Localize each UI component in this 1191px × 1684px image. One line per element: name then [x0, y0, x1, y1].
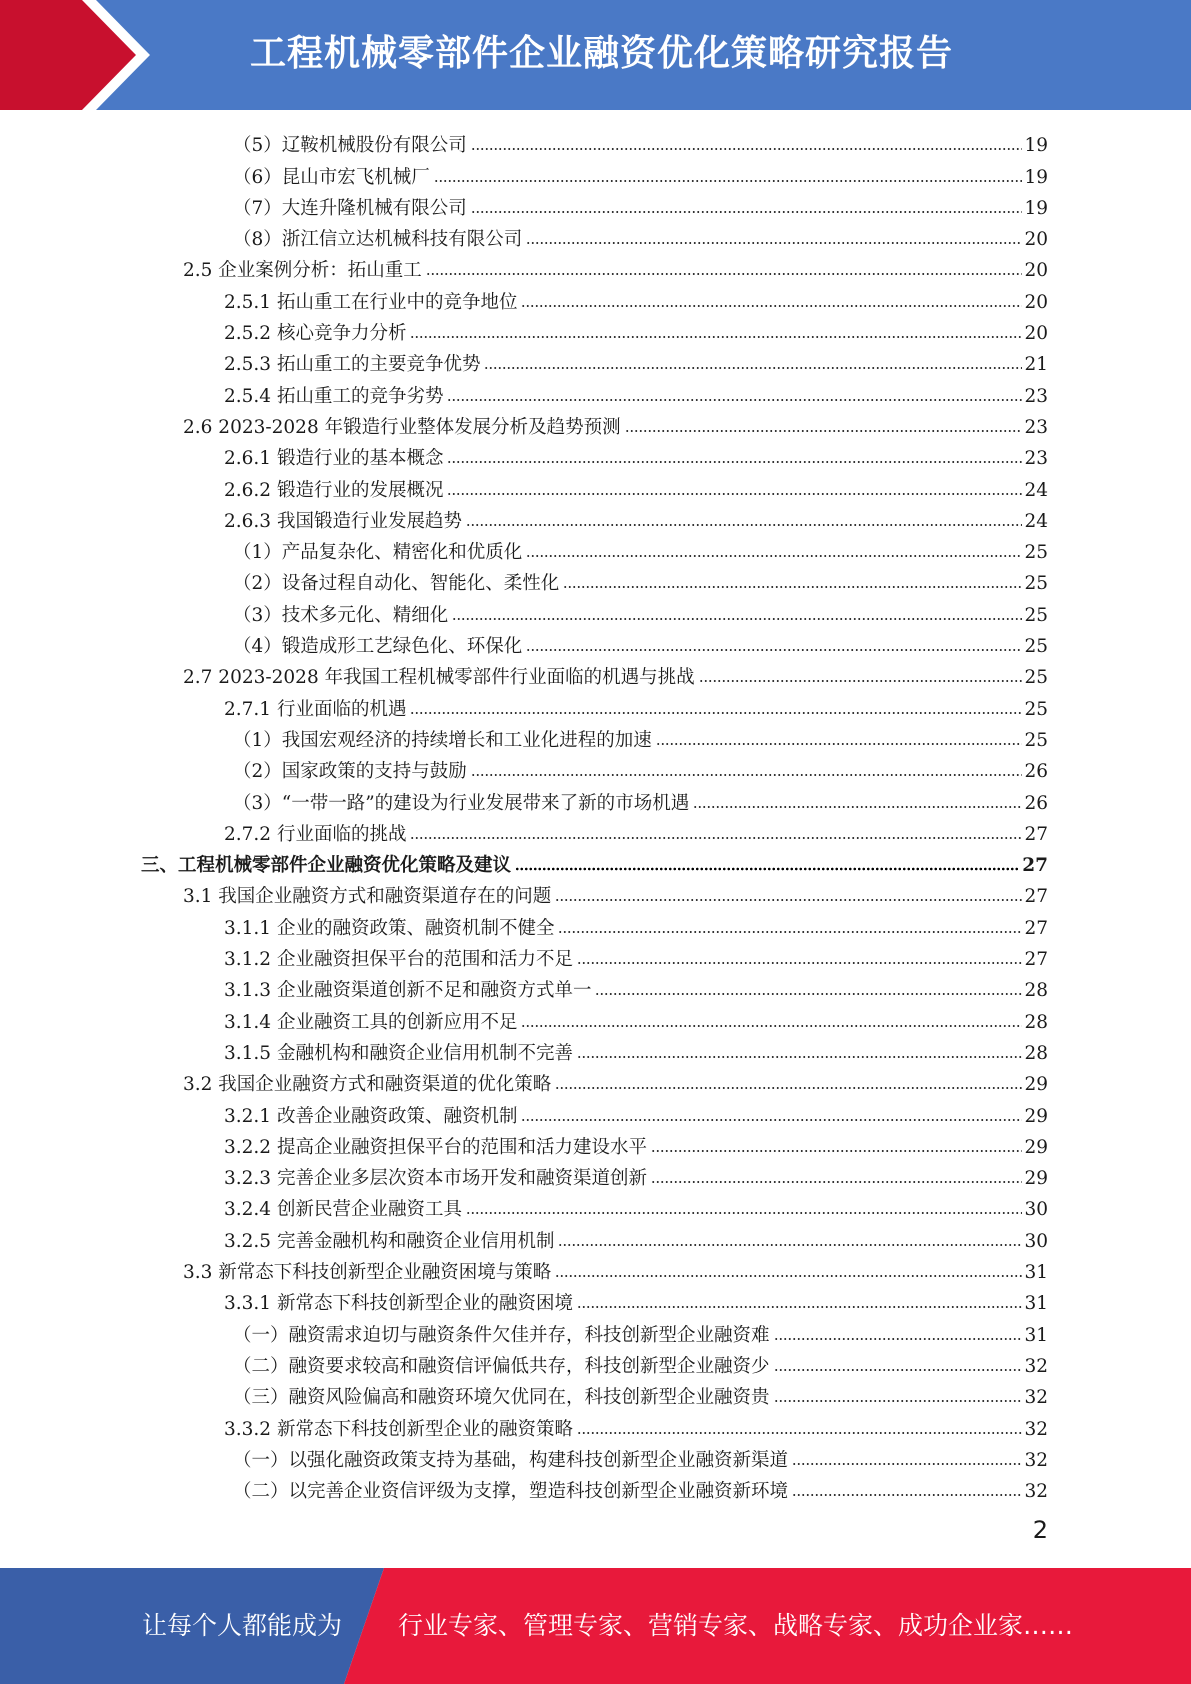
toc-entry-page: 32 — [1024, 1355, 1048, 1377]
toc-entry[interactable] — [224, 315, 1048, 346]
toc-entry-title: 2.7 2023-2028 年我国工程机械零部件行业面临的机遇与挑战 — [183, 667, 695, 689]
toc-dot-leader — [471, 772, 1023, 778]
toc-entry-page: 31 — [1024, 1293, 1048, 1315]
toc-entry[interactable] — [233, 1348, 1048, 1379]
toc-entry[interactable] — [224, 1285, 1048, 1316]
toc-entry[interactable] — [224, 377, 1048, 408]
toc-entry-title: 3.2.1 改善企业融资政策、融资机制 — [224, 1105, 518, 1127]
toc-dot-leader — [521, 1023, 1022, 1029]
toc-dot-leader — [651, 1179, 1022, 1185]
toc-dot-leader — [563, 584, 1022, 590]
toc-entry[interactable] — [141, 847, 1048, 878]
toc-entry-page: 26 — [1024, 792, 1048, 814]
toc-entry-title: 3.1.2 企业融资担保平台的范围和活力不足 — [224, 949, 573, 971]
toc-dot-leader — [577, 1430, 1022, 1436]
toc-entry-title: 2.5.3 拓山重工的主要竞争优势 — [224, 354, 481, 376]
toc-entry-page: 32 — [1024, 1387, 1048, 1409]
toc-entry[interactable] — [224, 346, 1048, 377]
toc-entry[interactable] — [224, 440, 1048, 471]
toc-entry-title: 2.6 2023-2028 年锻造行业整体发展分析及趋势预测 — [183, 416, 621, 438]
toc-dot-leader — [774, 1336, 1023, 1342]
toc-entry[interactable] — [224, 1129, 1048, 1160]
toc-dot-leader — [558, 1242, 1022, 1248]
toc-entry[interactable] — [183, 252, 1048, 283]
toc-dot-leader — [452, 616, 1022, 622]
footer-slogan-lead: 让每个人都能成为 — [142, 1611, 343, 1640]
toc-entry[interactable] — [183, 1066, 1048, 1097]
toc-entry-title: 3.1.4 企业融资工具的创新应用不足 — [224, 1011, 518, 1033]
toc-entry-title: （2）设备过程自动化、智能化、柔性化 — [233, 573, 560, 595]
toc-entry-title: 3.2 我国企业融资方式和融资渠道的优化策略 — [183, 1074, 552, 1096]
toc-entry-page: 23 — [1024, 448, 1048, 470]
toc-entry[interactable] — [233, 1473, 1048, 1504]
toc-dot-leader — [410, 334, 1022, 340]
toc-entry[interactable] — [224, 1410, 1048, 1441]
toc-dot-leader — [526, 647, 1022, 653]
toc-entry-page: 31 — [1024, 1324, 1048, 1346]
toc-dot-leader — [471, 146, 1023, 152]
toc-entry-page: 19 — [1024, 166, 1048, 188]
toc-entry[interactable] — [183, 878, 1048, 909]
toc-dot-leader — [410, 710, 1022, 716]
toc-entry-title: （一）以强化融资政策支持为基础，构建科技创新型企业融资新渠道 — [233, 1449, 789, 1471]
toc-dot-leader — [792, 1461, 1022, 1467]
toc-entry-title: （1）产品复杂化、精密化和优质化 — [233, 542, 523, 564]
toc-entry-page: 24 — [1024, 479, 1048, 501]
toc-entry[interactable] — [224, 1223, 1048, 1254]
toc-entry[interactable] — [233, 534, 1048, 565]
toc-entry-title: （2）国家政策的支持与鼓励 — [233, 761, 467, 783]
toc-entry-title: 3.3.1 新常态下科技创新型企业的融资困境 — [224, 1293, 573, 1315]
toc-dot-leader — [577, 1054, 1022, 1060]
toc-entry-page: 30 — [1024, 1199, 1048, 1221]
report-title: 工程机械零部件企业融资优化策略研究报告 — [250, 33, 954, 74]
toc-dot-leader — [471, 209, 1023, 215]
toc-entry-page: 25 — [1024, 698, 1048, 720]
toc-entry-title: 2.5 企业案例分析：拓山重工 — [183, 260, 422, 282]
toc-entry-page: 20 — [1024, 323, 1048, 345]
toc-entry-page: 19 — [1024, 135, 1048, 157]
toc-entry[interactable] — [233, 565, 1048, 596]
toc-entry[interactable] — [224, 910, 1048, 941]
toc-entry[interactable] — [224, 1035, 1048, 1066]
toc-entry-title: （5）辽鞍机械股份有限公司 — [233, 135, 467, 157]
toc-dot-leader — [595, 991, 1022, 997]
footer-slogan-roles: 行业专家、管理专家、营销专家、战略专家、成功企业家…… — [398, 1611, 1074, 1640]
toc-dot-leader — [466, 522, 1022, 528]
toc-entry-page: 25 — [1024, 573, 1048, 595]
toc-entry-page: 20 — [1024, 291, 1048, 313]
toc-entry-title: （二）以完善企业资信评级为支撑，塑造科技创新型企业融资新环境 — [233, 1481, 789, 1503]
toc-entry-page: 25 — [1024, 636, 1048, 658]
toc-dot-leader — [693, 804, 1022, 810]
toc-entry[interactable] — [233, 1316, 1048, 1347]
toc-dot-leader — [651, 1148, 1022, 1154]
toc-entry-page: 25 — [1024, 729, 1048, 751]
toc-entry-page: 27 — [1024, 917, 1048, 939]
toc-entry-page: 32 — [1024, 1481, 1048, 1503]
toc-dot-leader — [526, 553, 1022, 559]
toc-entry-title: 3.3 新常态下科技创新型企业融资困境与策略 — [183, 1262, 552, 1284]
toc-entry-page: 27 — [1024, 886, 1048, 908]
toc-entry-page: 25 — [1024, 667, 1048, 689]
toc-entry-title: （8）浙江信立达机械科技有限公司 — [233, 229, 523, 251]
toc-entry-title: 3.1.5 金融机构和融资企业信用机制不完善 — [224, 1042, 573, 1064]
toc-entry-title: 3.3.2 新常态下科技创新型企业的融资策略 — [224, 1418, 573, 1440]
toc-entry[interactable] — [233, 784, 1048, 815]
toc-entry[interactable] — [233, 127, 1048, 158]
toc-entry-title: 3.1.3 企业融资渠道创新不足和融资方式单一 — [224, 980, 592, 1002]
toc-entry[interactable] — [224, 690, 1048, 721]
toc-entry-title: 3.1.1 企业的融资政策、融资机制不健全 — [224, 917, 555, 939]
toc-dot-leader — [434, 178, 1023, 184]
toc-entry[interactable] — [224, 972, 1048, 1003]
toc-entry-title: 2.5.4 拓山重工的竞争劣势 — [224, 385, 444, 407]
toc-dot-leader — [774, 1367, 1023, 1373]
toc-entry-page: 24 — [1024, 510, 1048, 532]
toc-entry-page: 25 — [1024, 604, 1048, 626]
toc-entry-title: 3.2.3 完善企业多层次资本市场开发和融资渠道创新 — [224, 1168, 647, 1190]
toc-entry-title: （3）“一带一路”的建设为行业发展带来了新的市场机遇 — [233, 792, 690, 814]
toc-entry[interactable] — [224, 1097, 1048, 1128]
toc-entry-page: 27 — [1022, 855, 1048, 877]
toc-entry-title: 2.5.2 核心竞争力分析 — [224, 323, 407, 345]
toc-dot-leader — [656, 741, 1023, 747]
toc-entry-title: （6）昆山市宏飞机械厂 — [233, 166, 430, 188]
toc-entry-page: 32 — [1024, 1449, 1048, 1471]
toc-entry-title: （7）大连升隆机械有限公司 — [233, 197, 467, 219]
header-banner — [0, 0, 1191, 110]
toc-dot-leader — [447, 459, 1022, 465]
toc-dot-leader — [521, 1117, 1022, 1123]
toc-entry-title: （二）融资要求较高和融资信评偏低共存，科技创新型企业融资少 — [233, 1355, 770, 1377]
toc-entry[interactable] — [233, 1379, 1048, 1410]
page-number: 2 — [1032, 1516, 1048, 1544]
toc-entry-page: 27 — [1024, 949, 1048, 971]
toc-entry-title: 2.6.1 锻造行业的基本概念 — [224, 448, 444, 470]
toc-entry-title: 2.5.1 拓山重工在行业中的竞争地位 — [224, 291, 518, 313]
toc-entry[interactable] — [233, 158, 1048, 189]
toc-entry-page: 28 — [1024, 1042, 1048, 1064]
toc-entry-page: 32 — [1024, 1418, 1048, 1440]
footer-banner — [0, 1568, 1191, 1684]
toc-entry-page: 21 — [1024, 354, 1048, 376]
toc-entry[interactable] — [183, 1254, 1048, 1285]
toc-dot-leader — [699, 678, 1023, 684]
toc-entry[interactable] — [233, 628, 1048, 659]
toc-entry-page: 27 — [1024, 823, 1048, 845]
toc-entry[interactable] — [224, 503, 1048, 534]
toc-entry[interactable] — [183, 659, 1048, 690]
toc-entry-page: 25 — [1024, 542, 1048, 564]
toc-entry-title: 2.6.3 我国锻造行业发展趋势 — [224, 510, 462, 532]
toc-entry-title: 3.2.5 完善金融机构和融资企业信用机制 — [224, 1230, 555, 1252]
toc-entry[interactable] — [224, 941, 1048, 972]
toc-entry-page: 30 — [1024, 1230, 1048, 1252]
toc-entry-page: 20 — [1024, 229, 1048, 251]
toc-dot-leader — [447, 491, 1022, 497]
toc-entry-page: 28 — [1024, 1011, 1048, 1033]
toc-entry-title: 2.7.2 行业面临的挑战 — [224, 823, 407, 845]
toc-dot-leader — [426, 271, 1023, 277]
header-arrow-decoration — [0, 0, 160, 110]
toc-entry-title: 2.7.1 行业面临的机遇 — [224, 698, 407, 720]
toc-dot-leader — [558, 929, 1022, 935]
toc-dot-leader — [526, 240, 1022, 246]
toc-entry-page: 20 — [1024, 260, 1048, 282]
toc-entry[interactable] — [233, 1442, 1048, 1473]
toc-dot-leader — [515, 866, 1020, 872]
toc-entry[interactable] — [224, 1160, 1048, 1191]
toc-entry[interactable] — [183, 409, 1048, 440]
toc-entry-title: （三）融资风险偏高和融资环境欠优同在，科技创新型企业融资贵 — [233, 1387, 770, 1409]
toc-entry[interactable] — [224, 471, 1048, 502]
toc-dot-leader — [447, 397, 1022, 403]
toc-entry[interactable] — [224, 816, 1048, 847]
toc-entry-page: 23 — [1024, 416, 1048, 438]
toc-dot-leader — [466, 1210, 1022, 1216]
toc-entry-page: 29 — [1024, 1168, 1048, 1190]
toc-entry-title: 3.2.2 提高企业融资担保平台的范围和活力建设水平 — [224, 1136, 647, 1158]
toc-dot-leader — [484, 365, 1022, 371]
toc-dot-leader — [521, 303, 1022, 309]
toc-entry-page: 29 — [1024, 1136, 1048, 1158]
toc-dot-leader — [792, 1492, 1022, 1498]
toc-entry-title: 三、工程机械零部件企业融资优化策略及建议 — [141, 855, 512, 877]
toc-dot-leader — [555, 1273, 1022, 1279]
toc-entry-page: 19 — [1024, 197, 1048, 219]
toc-entry[interactable] — [224, 1003, 1048, 1034]
toc-entry-page: 28 — [1024, 980, 1048, 1002]
toc-entry[interactable] — [233, 190, 1048, 221]
toc-dot-leader — [625, 428, 1023, 434]
toc-entry-title: 2.6.2 锻造行业的发展概况 — [224, 479, 444, 501]
toc-dot-leader — [577, 1304, 1022, 1310]
toc-entry[interactable] — [233, 221, 1048, 252]
toc-entry-title: 3.2.4 创新民营企业融资工具 — [224, 1199, 462, 1221]
toc-entry[interactable] — [233, 753, 1048, 784]
toc-entry-page: 29 — [1024, 1105, 1048, 1127]
toc-entry-page: 31 — [1024, 1262, 1048, 1284]
toc-entry-title: （3）技术多元化、精细化 — [233, 604, 449, 626]
toc-dot-leader — [555, 1085, 1022, 1091]
toc-dot-leader — [555, 897, 1022, 903]
toc-dot-leader — [774, 1398, 1023, 1404]
toc-entry[interactable] — [224, 1191, 1048, 1222]
toc-entry-title: （1）我国宏观经济的持续增长和工业化进程的加速 — [233, 729, 652, 751]
toc-entry-page: 29 — [1024, 1074, 1048, 1096]
toc-entry[interactable] — [233, 722, 1048, 753]
toc-dot-leader — [577, 960, 1022, 966]
toc-entry-page: 26 — [1024, 761, 1048, 783]
toc-entry-title: （一）融资需求迫切与融资条件欠佳并存，科技创新型企业融资难 — [233, 1324, 770, 1346]
toc-entry-title: 3.1 我国企业融资方式和融资渠道存在的问题 — [183, 886, 552, 908]
toc-entry[interactable] — [224, 284, 1048, 315]
toc-entry-title: （4）锻造成形工艺绿色化、环保化 — [233, 636, 523, 658]
toc-entry-page: 23 — [1024, 385, 1048, 407]
toc-dot-leader — [410, 835, 1022, 841]
toc-entry[interactable] — [233, 597, 1048, 628]
